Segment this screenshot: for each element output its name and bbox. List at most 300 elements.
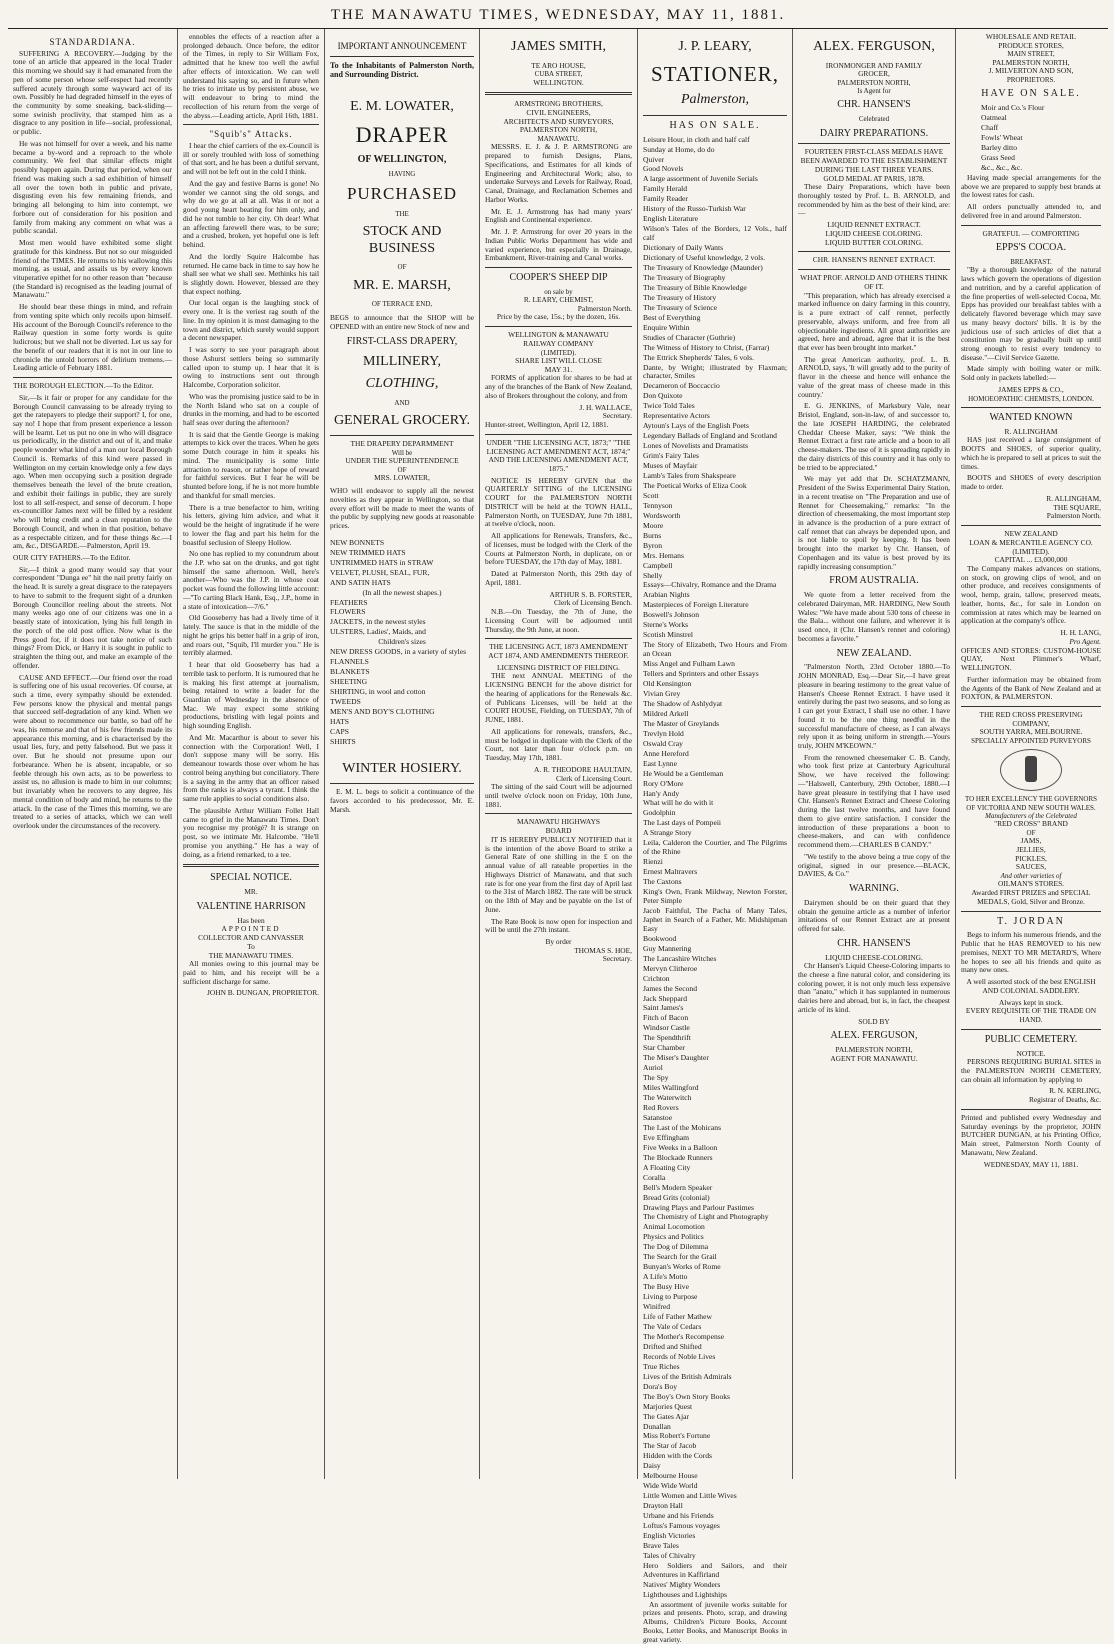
goods-item: UNTRIMMED HATS in STRAW <box>330 557 434 567</box>
hansen-paragraph: E. G. JENKINS, of Marksbury Vale, near Bristol, England, son-in-law, of and successor to, the late JOSEPH HARDING, the celebrated Cheddar Cheese Maker, says: "We think the Rennet Extract a first rate article and a boon to all cheese-makers. The use of it is spreading rapidly in the dairy districts of this country and it has only to be tried to be appreciated." <box>798 401 950 472</box>
letter-paragraph: Sir,—Is it fair or proper for any candidate for the Borough Council canvassing to be already trying to get the ratepayers to pledge their support? I, for one, say no! I hope that from present experience a lesson will be learnt. Let us put no one in who will disgrace us periodically, in the district and out of it, and make people wonder what kind of a man our local Borough Council is. Remarks of this kind were passed in Wellington on my certain knowledge only a few days ago. When men occupying such a position degrade themselves beneath the level of the brute creation, and exhibit their failings in public, they are surely lost to all self-respect, and sense of decorum. I hope ex-councillor James next will be filled by a resident who will bring credit and a clean reputation to the Borough Council, and when in that position, behave as a respectable citizen, and for these things &c.—I am, &c., DISGARDE.—Palmerston, April 19. <box>13 392 172 551</box>
book-item: Tennyson <box>643 500 673 510</box>
book-item: Shelly <box>643 570 663 580</box>
book-item: Dante, by Wright; illustrated by Flaxman; character, Smiles <box>643 362 787 381</box>
goods-item: SHIRTING, in wool and cotton <box>330 687 426 697</box>
milverton-line: MAIN STREET, <box>1007 50 1055 59</box>
milverton-paragraph: Having made special arrangements for the above we are prepared to supply best brands at the lowest rates for cash. <box>961 172 1101 200</box>
book-item: Records of Noble Lives <box>643 1351 716 1361</box>
book-item: Vivian Grey <box>643 688 681 698</box>
book-item: The Blockade Runners <box>643 1152 713 1162</box>
divider <box>13 377 172 378</box>
divider <box>330 783 474 784</box>
divider <box>798 251 950 252</box>
imprint-date: WEDNESDAY, MAY 11, 1881. <box>983 1159 1079 1169</box>
licensing-paragraph: N.B.—On Tuesday, the 7th of June, the Licensing Court will be adjourned until Thursday, the 9th June, at noon. <box>485 607 632 634</box>
highways-title: MANAWATU HIGHWAYS <box>516 817 601 827</box>
redcross-line: JELLIES, <box>1016 844 1046 854</box>
book-item: Five Weeks in a Balloon <box>643 1142 718 1152</box>
goods-item: BLANKETS <box>330 667 370 677</box>
highways-paragraph: The Rate Book is now open for inspection and will be until the 27th instant. <box>485 916 632 935</box>
book-item: Anne Hereford <box>643 748 689 758</box>
arnold-title: WHAT PROF. ARNOLD AND OTHERS THINK OF IT. <box>800 273 948 291</box>
book-item: Muses of Mayfair <box>643 461 698 471</box>
hansen-paragraph: "This preparation, which has already exercised a marked influence on dairy farming in this country, is a pure extract of calf rennet, perfectly preservable, always uniform, and free from all objectionable ingredients. All great authorities are agreed, here and abroad, agree that it is the best that ever has been brought into market." <box>798 290 950 353</box>
book-item: Sterne's Works <box>643 620 689 630</box>
book-item: Han'y Andy <box>643 788 680 798</box>
article-paragraph: He should bear these things in mind, and refrain from venting spite which only recoils upon himself. His account of the Borough Council's reference to the Railway question in some forty words is quite ludicrous; but we shall not be diverted. Let us say for the benefit of our readers that it is not in our line to chronicle the untold horrors of delirium tremens.—Leading article of February 1881. <box>13 302 172 373</box>
book-item: Physics and Politics <box>643 1232 704 1242</box>
redcross-line: Manufacturers of the Celebrated <box>985 811 1077 820</box>
letter-heading: THE BOROUGH ELECTION.—To the Editor. <box>13 381 154 391</box>
highways-sig: By order <box>545 937 572 946</box>
goods-item: FLOWERS <box>330 607 366 617</box>
book-item: Twice Told Tales <box>643 401 695 411</box>
loan-sig: H. H. LANG, <box>1060 628 1101 638</box>
book-item: Sunday at Home, do do <box>643 144 715 154</box>
book-item: Windsor Castle <box>643 1023 690 1033</box>
squib-paragraph: Old Gooseberry has had a lively time of it lately. The sauce is that in the middle of the night he grips his better half in a grip of iron, and roars out, "Squib, I'll murder you." He is terribly alarmed. <box>183 613 319 658</box>
leary-footer: An assortment of juvenile works suitable for prizes and presents. Photo, scrap, and drawing Albums, Children's Picture Books, Account Books, Letter Books, and Manuscript Books in great variety. <box>643 1599 787 1644</box>
rail-line: (LIMITED). <box>540 348 577 357</box>
leary-has: HAS ON SALE. <box>669 119 761 131</box>
licensing-sig: Clerk of Licensing Court. <box>556 773 632 783</box>
book-item: Scotish Minstrel <box>643 630 693 640</box>
redcross-line: Awarded FIRST PRIZES and SPECIAL MEDALS, Gold, Silver and Bronze. <box>971 888 1091 906</box>
book-item: Winifred <box>643 1302 671 1312</box>
divider <box>183 124 319 125</box>
milverton-line: J. MILVERTON AND SON, <box>988 66 1074 76</box>
goods-item: SHIRTS <box>330 736 356 746</box>
letter-paragraph: Sir,—I think a good many would say that your correspondent "Dunga ee" hit the nail pretty fairly on the head. It is surely a great disgrace to the ratepayers to have to submit to the frequent sight of a drunken Borough Councillor reeling about the streets. Not many weeks ago one of our citizens was one in a beastly state of intoxication, lying his full length in the porch of the old post office. Now what is the Press good for, if it does not take notice of such things? From Dick, or Harry it is sought in public to straighten the thing out, and make an example of the offender. <box>13 564 172 670</box>
redcross-line: JAMS, <box>1020 836 1042 846</box>
redcross-line: THE RED CROSS PRESERVING COMPANY, <box>979 709 1083 728</box>
smith-line: TE ARO HOUSE, <box>531 60 586 70</box>
dip-title: COOPER'S SHEEP DIP <box>509 271 608 283</box>
book-item: Marjories Quest <box>643 1401 693 1411</box>
book-item: Tales of Chivalry <box>643 1550 696 1560</box>
australia-title: FROM AUSTRALIA. <box>829 575 919 587</box>
book-item: Red Rovers <box>643 1103 679 1112</box>
hansen-paragraph: Chr Hansen's Liquid Cheese-Coloring imparts to the cheese a fine natural color, and considering its coloring power, it is not only much less expensive than "anato," which it has supplanted in numerous dairies here and abroad, but is, in fact, the cheapest article of its kind. <box>798 961 950 1014</box>
book-item: Satanstoe <box>643 1112 673 1122</box>
highways-sig: Secretary. <box>602 954 632 964</box>
divider <box>961 1029 1101 1030</box>
ad-line: OF TERRACE END, <box>371 300 433 309</box>
squib-paragraph: Our local organ is the laughing stock of every one. It is the veriest rag south of the line. In my opinion it is most damaging to the town and district, which surely would support a decent newspaper. <box>183 298 319 343</box>
nz-title: NEW ZEALAND. <box>836 647 912 659</box>
rail-line: RAILWAY COMPANY <box>523 338 594 348</box>
book-item: The Vale of Cedars <box>643 1321 702 1331</box>
book-item: The Miser's Daughter <box>643 1053 709 1063</box>
licensing-paragraph: All applications for renewals, transfers, &c., must be lodged in duplicate with the Clerk of the Court, not later than four o'clock p.m. on Tuesday, May 17th, 1881. <box>485 726 632 763</box>
rail-sig: Secretary. <box>602 411 632 421</box>
licensing-paragraph: All applications for Renewals, Transfers, &c., of licenses, must be lodged with the Clerk of the Courts at Palmerston North, in duplicate, on or before TUESDAY, the 17th day of May, 1881. <box>485 531 632 567</box>
cemetery-notice: NOTICE. <box>1016 1048 1046 1058</box>
produce-item: Fowls' Wheat <box>981 133 1023 143</box>
loan-capital: CAPITAL ... £3,000,000 <box>994 555 1068 565</box>
dip-price: Price by the case, 15s.; by the dozen, 16s. <box>496 312 621 322</box>
redcross-line: SAUCES, <box>1015 862 1047 872</box>
book-item: Masterpieces of Foreign Literature <box>643 600 749 610</box>
book-item: What will he do with it <box>643 798 714 808</box>
milverton-line: PRODUCE STORES, <box>998 40 1064 50</box>
redcross-line: PICKLES, <box>1015 853 1047 863</box>
book-item: Natives' Mighty Wonders <box>643 1579 721 1589</box>
prep-item: LIQUID RENNET EXTRACT. <box>827 220 921 230</box>
ad-line: Will be <box>391 449 413 458</box>
book-item: Brave Tales <box>643 1540 679 1550</box>
column-leary <box>638 29 793 1644</box>
special-notice-title: SPECIAL NOTICE. <box>210 872 292 884</box>
book-item: Tellers and Sprinters and other Essays <box>643 669 759 679</box>
divider <box>961 706 1101 707</box>
book-item: The Gates Ajar <box>643 1411 689 1421</box>
book-item: Good Novels <box>643 164 684 174</box>
goods-item: JACKETS, in the newest styles <box>330 617 426 627</box>
divider <box>330 435 474 436</box>
notice-signature: JOHN B. DUNGAN, PROPRIETOR. <box>207 988 319 998</box>
book-item: The Master of Greylands <box>643 718 720 728</box>
hansen-paragraph: The great American authority, prof. L. B. ARNOLD, says, 'It will greatly add to the purity of flavor in the cheese and hence will enhance the value of the great mass of cheese made in this country.' <box>798 354 950 399</box>
jordan-title: T. JORDAN <box>997 915 1065 927</box>
book-item: Dictionary of Daily Wants <box>643 243 724 253</box>
book-item: The Ettrick Shepherds' Tales, 6 vols. <box>643 352 754 362</box>
highways-sig: THOMAS S. HOE, <box>574 945 632 955</box>
article-paragraph: He was not himself for over a week, and his name became a by-word and a reproach to the whole community. We feel that similar effects might possibly happen again. During that period, when our friend was making such a sad exhibition of himself all over the town both in public and private, disgusting even his few remaining friends, and bringing all belonging to him into contempt, we forbore out of consideration for his position and family from making any comment on what was a public scandal. <box>13 138 172 236</box>
divider <box>485 813 632 814</box>
smith-line: CUBA STREET, <box>534 70 583 79</box>
rail-paragraph: FORMS of application for shares to be had at any of the branches of the Bank of New Zealand, also of Brokers throughout the colony, and from <box>485 373 632 400</box>
rail-line: MAY 31. <box>544 364 573 374</box>
book-item: Animal Locomotion <box>643 1222 705 1232</box>
book-item: The Spy <box>643 1073 669 1083</box>
book-item: Arabian Nights <box>643 590 690 600</box>
column-notices <box>480 29 638 1479</box>
epps-paragraph: Made simply with boiling water or milk. Sold only in packets labelled:— <box>961 364 1101 383</box>
ad-grocery: GENERAL GROCERY. <box>333 412 471 428</box>
licensing-act: THE LICENSING ACT, 1873 AMENDMENT ACT 1874, AND AMENDMENTS THEREOF. <box>488 642 629 660</box>
book-item: Rienzi <box>643 857 663 867</box>
allingham-paragraph: HAS just received a large consignment of BOOTS and SHOES, of superior quality, which he is prepared to sell at prices to suit the times. <box>961 435 1101 471</box>
armstrong-line: CIVIL ENGINEERS, <box>526 107 591 117</box>
allingham-sig: R. ALLINGHAM, <box>1046 493 1101 503</box>
book-item: True Riches <box>643 1361 680 1371</box>
book-item: The Dog of Dilemma <box>643 1242 709 1252</box>
smith-name: JAMES SMITH, <box>511 39 606 54</box>
ad-hosiery: WINTER HOSIERY. <box>342 760 462 776</box>
ad-purchased: PURCHASED <box>346 184 458 203</box>
licensing-sig: Clerk of Licensing Bench. <box>554 598 632 608</box>
book-item: The Star of Jacob <box>643 1441 697 1451</box>
book-item: King's Own, Frank Mildway, Newton Forster, Peter Simple <box>643 887 787 905</box>
hansen-paragraph: Dairymen should be on their guard that they obtain the genuine article as a number of inferior imitations of our Rennet Extract are at present offered for sale. <box>798 897 950 933</box>
leary-name: J. P. LEARY, <box>678 39 752 54</box>
notice-body: All monies owing to this journal may be paid to him, and his receipt will be a sufficient discharge for same. <box>183 959 319 986</box>
loan-paragraph: OFFICES AND STORES: CUSTOM-HOUSE QUAY, Next Plimmer's Wharf, WELLINGTON. <box>961 645 1101 673</box>
book-item: Hero Soldiers and Sailors, and their Adventures in Kaffirland <box>643 1560 787 1579</box>
book-item: The Treasury of History <box>643 292 717 302</box>
book-item: Bell's Modern Speaker <box>643 1182 713 1192</box>
book-item: The Lancashire Witches <box>643 953 717 963</box>
ad-dept: THE DRAPERY DEPARMMENT <box>350 439 454 449</box>
ad-line: AND <box>394 398 410 407</box>
squib-paragraph: And Mr. Macarthur is about to sever his connection with the Corporation! Well, I don't suppose many will be sorry. His demeanour towards those over whom he has control being anything but conciliatory. There is a saying in the army that an officer raised from the ranks is always a tyrant. I think the same rule applies to social conditions also. <box>183 732 319 804</box>
goods-list <box>330 539 474 747</box>
ad-clothing: CLOTHING, <box>365 376 439 392</box>
book-item: Guy Mannering <box>643 943 692 953</box>
book-item: The Busy Hive <box>643 1282 689 1292</box>
goods-item: MEN'S AND BOY'S CLOTHING <box>330 706 435 716</box>
book-item: He Would be a Gentleman <box>643 768 724 778</box>
redcross-line: OF <box>1026 828 1036 837</box>
smith-line: WELLINGTON. <box>533 77 584 87</box>
notice-line: To <box>247 941 255 951</box>
book-item: Enquire Within <box>643 322 690 332</box>
book-item: Burns <box>643 530 662 540</box>
ad-marsh: MR. E. MARSH, <box>353 277 451 293</box>
ad-line: OF WELLINGTON, <box>357 153 447 165</box>
loan-line: LOAN & MERCANTILE AGENCY CO. (LIMITED). <box>969 537 1093 556</box>
column-ferguson <box>793 29 956 1479</box>
book-item: Bread Grits (colonial) <box>643 1192 710 1202</box>
redcross-line: OILMAN'S STORES. <box>997 879 1065 889</box>
book-item: Family Reader <box>643 194 688 204</box>
allingham-sig: Palmerston North. <box>1046 511 1101 521</box>
cemetery-paragraph: PERSONS REQUIRING BURIAL SITES in the PALMERSTON NORTH CEMETERY, can obtain all information by applying to <box>961 1057 1101 1084</box>
cemetery-title: PUBLIC CEMETERY. <box>984 1033 1078 1045</box>
squib-paragraph: And the lordly Squire Halcombe has returned. He came back in time to say how he shall see what we shall see. Methinks his tail is slightly down. However, blessed are they that expect nothing. <box>183 251 319 296</box>
book-item: James the Second <box>643 983 697 993</box>
book-item: Best of Everything <box>643 312 701 322</box>
book-item: A Floating City <box>643 1162 691 1172</box>
cheese-sub: LIQUID CHEESE-COLORING. <box>825 952 923 962</box>
divider <box>961 407 1101 408</box>
squib-title: "Squib's" Attacks. <box>209 129 293 140</box>
book-item: Miss Robert's Fortune <box>643 1431 711 1441</box>
divider <box>961 911 1101 912</box>
ad-line: OF <box>397 263 407 272</box>
rennet-title: CHR. HANSEN'S RENNET EXTRACT. <box>812 255 936 265</box>
armstrong-paragraph: Mr. J. P. Armstrong for over 20 years in the Indian Public Works Department has wide and varied experience, but especially in Drainage, Embankment, River-training and Canal works. <box>485 227 632 263</box>
book-item: East Lynne <box>643 758 677 768</box>
divider <box>798 143 950 144</box>
divider <box>485 92 632 95</box>
book-item: Studies of Character (Guthrie) <box>643 332 736 342</box>
book-item: Saint James's <box>643 1003 684 1013</box>
goods-item: NEW DRESS GOODS, in a variety of styles <box>330 647 467 657</box>
divider <box>485 638 632 639</box>
armstrong-line: ARMSTRONG BROTHERS, <box>514 99 603 109</box>
squib-paragraph: No one has replied to my conundrum about the J.P. who sat on the drunks, and got tight himself the same afternoon. Well, here's another—Who was the J.P. in whose coat pocket was found the following little account:—"To carting Black Hank, Esq., J.P., home in a state of intoxication—7/6." <box>183 549 319 611</box>
hansen-paragraph: From the renowned cheesemaker C. B. Candy, who took first prize at Canterbury Agricultural Show, we have received the following:—"Halswell, Canterbury, 29th October, 1880.—I have great pleasure in testifying that I have used Chr. Hansen's Rennet Extract and Cheese Coloring during the last twelve months, and have found them to give entire satisfaction. I consider the introduction of these preparations a boon to cheese-makers, and can with confidence recommend them.—CHARLES B CANDY." <box>798 752 950 850</box>
ad-mrs: MRS. LOWATER, <box>374 473 430 483</box>
notice-line: Has been <box>237 915 265 925</box>
hansen-paragraph: "Palmerston North, 23rd October 1880.—To JOHN MONRAD, Esq.—Dear Sir,—I have great pleasure in bearing testimony to the great value of Hansen's Cheese Rennet Extract. I have used it entirely during the past two seasons, and so long as I can get your Extract, I shall use no other. I have found it to be the one thing needful in the successful manufacture of cheese, as I can always rely upon it as being uniform in strength.—Yours truly, JOHN M'KEOWN." <box>798 662 950 750</box>
sold-name: ALEX. FERGUSON, <box>830 1030 918 1042</box>
ad-line: OF <box>397 466 407 475</box>
jordan-paragraph: A well assorted stock of the best ENGLISH AND COLONIAL SADDLERY. <box>966 977 1096 995</box>
goods-item: NEW BONNETS <box>330 537 385 547</box>
article-paragraph: Most men would have exhibited some slight gratitude for this kindness. But not so our misguided friend of the TIMES. He returns to his wallowing this morning, as usual, and assails us by every known vituperative epithet for no other reason than "because (the Standard is) recognised as the leading journal of Manawatu." <box>13 238 172 300</box>
ad-first: FIRST-CLASS DRAPERY, <box>346 335 458 347</box>
goods-item: FLANNELS <box>330 657 369 667</box>
allingham-paragraph: BOOTS and SHOES of every description made to order. <box>961 473 1101 492</box>
lowater-trade: DRAPER <box>355 122 449 147</box>
goods-item: HATS <box>330 716 349 726</box>
allingham-sig: THE SQUARE, <box>1053 502 1101 512</box>
book-item: Leisure Hour, in cloth and half calf <box>643 134 750 144</box>
book-item: Bunyan's Works of Rome <box>643 1262 721 1272</box>
column-misc <box>956 29 1106 1479</box>
allingham-line: R. ALLINGHAM <box>1004 426 1058 436</box>
book-item: Melbourne House <box>643 1471 698 1481</box>
licensing-paragraph: The sitting of the said Court will be adjourned until twelve o'clock noon on Friday, 10th June, 1881. <box>485 782 632 809</box>
loan-paragraph: Further information may be obtained from the Agents of the Bank of New Zealand and at FOXTON, & PALMERSTON. <box>961 674 1101 702</box>
book-item: The Shadow of Ashlydyat <box>643 698 723 708</box>
book-item: Living to Purpose <box>643 1292 698 1302</box>
paris-line: GOLD MEDAL AT PARIS, 1878. <box>823 173 925 183</box>
cemetery-sig: R. N. KERLING, <box>1049 1086 1101 1096</box>
ad-line: HAVING <box>388 169 416 178</box>
licensing-district: LICENSING DISTRICT OF FIELDING. <box>496 662 621 672</box>
letter-heading: OUR CITY FATHERS.—To the Editor. <box>13 553 131 562</box>
book-item: The Treasury of Knowledge (Maunder) <box>643 262 763 272</box>
ferguson-line: Is Agent for <box>857 87 891 96</box>
book-item: Grim's Fairy Tales <box>643 451 699 461</box>
produce-list <box>961 104 1101 173</box>
divider <box>485 434 632 435</box>
book-item: Life of Father Mathew <box>643 1312 712 1322</box>
book-item: Essays—Chivalry, Romance and the Drama <box>643 580 777 590</box>
book-item: Crichton <box>643 973 670 983</box>
book-item: Dora's Boy <box>643 1381 678 1391</box>
rail-line: SHARE LIST WILL CLOSE <box>515 355 602 365</box>
goods-item: VELVET, PLUSH, SEAL, FUR, <box>330 567 430 577</box>
book-item: Urbane and his Friends <box>643 1511 714 1521</box>
milverton-line: PROPRIETORS. <box>1006 76 1056 85</box>
book-item: Scott <box>643 490 659 500</box>
ad-footer: E. M. L. begs to solicit a continuance of the favors accorded to his predecessor, Mr. E. Marsh. <box>330 787 474 814</box>
dip-line: on sale by <box>544 287 573 296</box>
goods-item: TWEEDS <box>330 697 361 707</box>
book-item: Lighthouses and Lightships <box>643 1589 727 1599</box>
book-item: Old Kensington <box>643 679 692 689</box>
book-item: A large assortment of Juvenile Serials <box>643 174 758 184</box>
highways-title: BOARD <box>545 826 572 836</box>
book-item: English Literature <box>643 214 699 224</box>
book-item: The Story of Elizabeth, Two Hours and From an Ocean <box>643 640 787 659</box>
article-paragraph: CAUSE AND EFFECT.—Our friend over the road is suffering one of his usual recoveries. Of course, at such a time, every sympathy should be extended. Few persons know the physical and mental pangs that succeed self-degradation of any kind. When we were about to recommence our battle, so bad off he was, his remorse and that of his few friends made its appearance this morning, and is characterised by the usual lies, fury, and petty falsehood. But we pass it over. But he should not presume upon our forbearance. When he is absent, incapable, or so feeble through his own acts, as to be powerless to assist us, no allusion is made to him in our columns; but invariably when he recovers to any degree, his mental condition of body and mind, he returns to the attack. In the case of the Times this morning, we are treated to a series of attacks, which we can well overlook under the circumstances of the recovery. <box>13 672 172 831</box>
rail-line: WELLINGTON & MANAWATU <box>508 330 609 340</box>
goods-item: ULSTERS, Ladies', Maids, and <box>330 627 426 637</box>
armstrong-paragraph: MESSRS. E. J. & J. P. ARMSTRONG are prepared to furnish Designs, Plans, Specifications, and Estimates for all kinds of Engineering and Architectural Work; also, to undertake Surveys and Levels for Railway, Road, Canal, Drainage, and Reclamation Schemes and Harbor Works. <box>485 142 632 204</box>
licensing-paragraph: THE next ANNUAL MEETING of the LICENSING BENCH for the above district for the hearing of applications for the Renewals &c. of Publicans Licenses, will be held at the COURT HOUSE, Fielding, on TUESDAY, 7th of JUNE, 1881. <box>485 671 632 725</box>
column-squib <box>178 29 325 1479</box>
column-lowater-ad <box>325 29 480 1479</box>
masthead: THE MANAWATU TIMES, WEDNESDAY, MAY 11, 1881. <box>8 4 1108 29</box>
book-item: Aytoun's Lays of the English Poets <box>643 421 749 431</box>
goods-item: CAPS <box>330 726 349 736</box>
book-item: Dictionary of Useful knowledge, 2 vols. <box>643 253 766 263</box>
book-item: The Spendthrift <box>643 1033 691 1043</box>
goods-item: NEW TRIMMED HATS <box>330 547 406 557</box>
book-item: The Treasury of Biography <box>643 272 726 282</box>
ferguson-line: Celebrated <box>858 115 890 124</box>
hansen-paragraph: These Dairy Preparations, which have been thoroughly tested by Prof. L. B. ARNOLD, and recommended by him as the best of their kind, are:— <box>798 182 950 218</box>
ad-who: WHO will endeavor to supply all the newest novelties as they appear in Wellington, so that every effort will be made to meet the wants of the public by supplying new goods at reasonable prices. <box>330 486 474 531</box>
milverton-line: PALMERSTON NORTH, <box>992 57 1070 67</box>
book-item: Fitch of Bacon <box>643 1013 689 1023</box>
book-item: Family Herald <box>643 184 688 194</box>
article-paragraph: SUFFERING A RECOVERY.—Judging by the tone of an article that appeared in the local Trader this morning we should say it had emanated from the pen of some person whose self-respect had recently suffered acutely through some wayward act of its own. Possibly he had degraded himself in the eyes of the community by some sneaking, back-sliding—some swinish proclivity, that stamped him as a disgrace to any position in life—social, professional, or public. <box>13 48 172 137</box>
book-item: Coralla <box>643 1172 666 1182</box>
squib-paragraph: I hear that old Gooseberry has had a terrible task to perform. It is rumoured that he is making his first attempt at journalism, being retained to write a leader for the Guardian of Wednesday in the absence of Mac. We may expect some striking productions, bristling with legal points and high sounding English. <box>183 660 319 731</box>
produce-item: &c., &c., &c. <box>981 162 1023 172</box>
hansen-title: CHR. HANSEN'S <box>837 99 911 111</box>
ad-millinery: MILLINERY, <box>363 353 441 369</box>
jordan-line: EVERY REQUISITE OF THE TRADE ON HAND. <box>965 1006 1097 1024</box>
ad-intro: To the Inhabitants of Palmerston North, and Surrounding District. <box>330 60 474 80</box>
ad-line: THE <box>395 210 409 219</box>
rail-sig: J. H. WALLACE, <box>579 402 632 412</box>
goods-item: SHEETING <box>330 677 368 687</box>
ad-begs: BEGS to announce that the SHOP will be OPENED with an entire new Stock of new and <box>330 313 474 332</box>
squib-paragraph: There is a true benefactor to him, writing his letters, giving him advice, and what it would be the height of ingratitude if he were to lower the flag and part his helm for the boastful seclusion of Sleepy Hollow. <box>183 502 319 547</box>
have-on-sale: HAVE ON SALE. <box>981 88 1081 100</box>
divider <box>183 864 319 867</box>
warning-title: WARNING. <box>849 883 899 894</box>
book-item: English Victories <box>643 1530 696 1540</box>
squib-paragraph: I was sorry to see your paragraph about those Ashurst settlers being so summarily called upon to stump up. I hear that it is owing to instructions sent out through Halcombe, Corporation solicitor. <box>183 345 319 390</box>
book-item: Don Quixote <box>643 391 683 401</box>
epps-line: JAMES EPPS & CO., <box>998 384 1064 394</box>
goods-item: Children's sizes <box>378 637 426 647</box>
book-item: Dunallan <box>643 1421 671 1431</box>
book-item: Little Women and Little Wives <box>643 1491 737 1501</box>
divider <box>798 269 950 270</box>
armstrong-line: MANAWATU. <box>537 135 580 144</box>
medals-line: FOURTEEN FIRST-CLASS MEDALS HAVE BEEN AWARDED TO THE ESTABLISHMENT DURING THE LAST THREE YEARS. <box>800 147 948 174</box>
epps-line: BREAKFAST. <box>1010 258 1052 267</box>
book-item: Jacob Faithful, The Pacha of Many Tales, Japhet in Search of a Father, Mr. Midshipman Easy <box>643 905 787 933</box>
produce-item: Grass Seed <box>981 153 1015 162</box>
notice-line: APPOINTED <box>221 924 281 934</box>
divider <box>961 525 1101 526</box>
announcement-heading: IMPORTANT ANNOUNCEMENT <box>337 41 467 51</box>
rail-date: Hunter-street, Wellington, April 12, 1881. <box>485 420 609 430</box>
goods-item: (In all the newest shapes.) <box>362 587 442 597</box>
epps-paragraph: "By a thorough knowledge of the natural laws which govern the operations of digestion and nutrition, and by a careful application of the fine properties of well-selected Cocoa, Mr. Epps has provided our breakfast tables with a delicately flavored beverage which may save us many heavy doctors' bills. It is by the judicious use of such articles of diet that a constitution may be gradually built up until strong enough to resist every tendency to disease."—Civil Service Gazette. <box>961 265 1101 362</box>
book-item: Drifted and Shifted <box>643 1341 702 1351</box>
book-item: Rory O'More <box>643 778 684 788</box>
book-item: Mrs. Hemans <box>643 550 684 560</box>
cheese-title: CHR. HANSEN'S <box>837 937 911 949</box>
goods-item: AND SATIN HATS <box>330 577 391 587</box>
notice-line: MR. <box>244 887 258 897</box>
book-item: Lives of the British Admirals <box>643 1371 732 1381</box>
book-item: Bookwood <box>643 933 677 943</box>
book-item: Wilson's Tales of the Borders, 12 Vols., half calf <box>643 224 787 243</box>
epps-line: GRATEFUL — COMFORTING <box>982 228 1080 238</box>
redcross-line: SPECIALLY APPOINTED PURVEYORS <box>971 737 1091 746</box>
book-item: The Search for the Grail <box>643 1252 717 1262</box>
book-item: Drawing Plays and Parlour Pastimes <box>643 1202 754 1212</box>
divider <box>643 115 787 116</box>
book-item: Oswald Cray <box>643 738 683 748</box>
leary-place: Palmerston, <box>680 92 750 108</box>
ferguson-line: PALMERSTON NORTH, <box>837 78 911 87</box>
